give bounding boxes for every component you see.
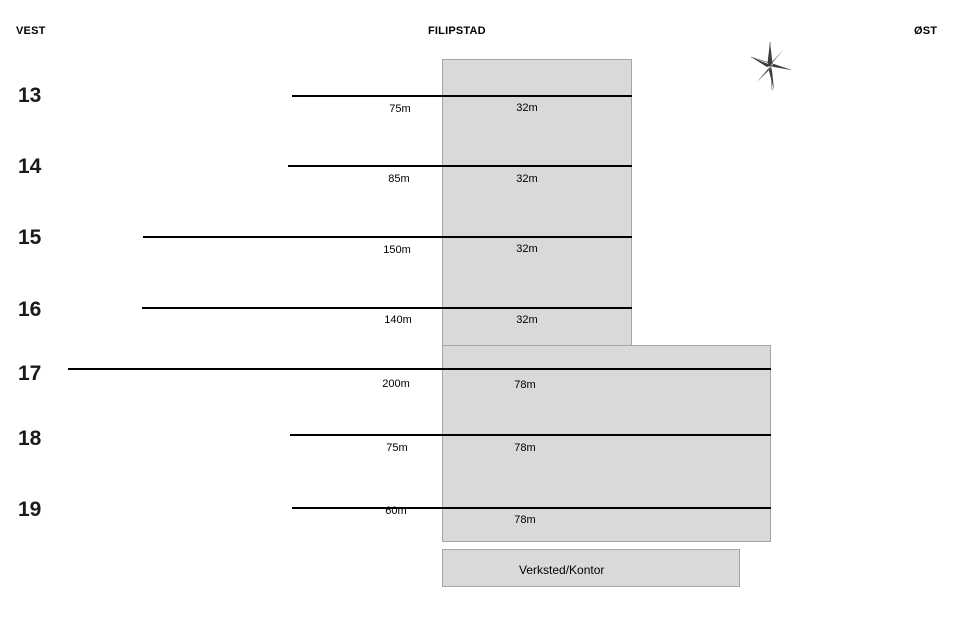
track-line-15 bbox=[143, 236, 632, 238]
track-16-west-length: 140m bbox=[384, 314, 412, 326]
header-filipstad: FILIPSTAD bbox=[428, 25, 486, 37]
track-14-west-length: 85m bbox=[388, 173, 410, 185]
track-19-east-length: 78m bbox=[514, 514, 536, 526]
track-13-west-length: 75m bbox=[389, 103, 411, 115]
header-east: ØST bbox=[914, 25, 938, 37]
track-15-west-length: 150m bbox=[383, 244, 411, 256]
track-line-18 bbox=[290, 434, 771, 436]
track-18-west-length: 75m bbox=[386, 442, 408, 454]
track-number-18: 18 bbox=[18, 427, 42, 450]
track-number-15: 15 bbox=[18, 226, 42, 249]
workshop-label: Verksted/Kontor bbox=[519, 563, 605, 577]
track-line-14 bbox=[288, 165, 632, 167]
track-17-east-length: 78m bbox=[514, 379, 536, 391]
track-13-east-length: 32m bbox=[516, 102, 538, 114]
track-14-east-length: 32m bbox=[516, 173, 538, 185]
track-17-west-length: 200m bbox=[382, 378, 410, 390]
track-number-14: 14 bbox=[18, 155, 42, 178]
track-19-west-length: 60m bbox=[385, 505, 407, 517]
track-line-16 bbox=[142, 307, 632, 309]
header-west: VEST bbox=[16, 25, 46, 37]
track-number-16: 16 bbox=[18, 298, 42, 321]
track-line-17 bbox=[68, 368, 771, 370]
track-18-east-length: 78m bbox=[514, 442, 536, 454]
track-number-13: 13 bbox=[18, 84, 42, 107]
track-15-east-length: 32m bbox=[516, 243, 538, 255]
track-16-east-length: 32m bbox=[516, 314, 538, 326]
compass-rose-icon bbox=[748, 40, 794, 92]
track-line-13 bbox=[292, 95, 632, 97]
track-number-19: 19 bbox=[18, 498, 42, 521]
track-number-17: 17 bbox=[18, 362, 42, 385]
